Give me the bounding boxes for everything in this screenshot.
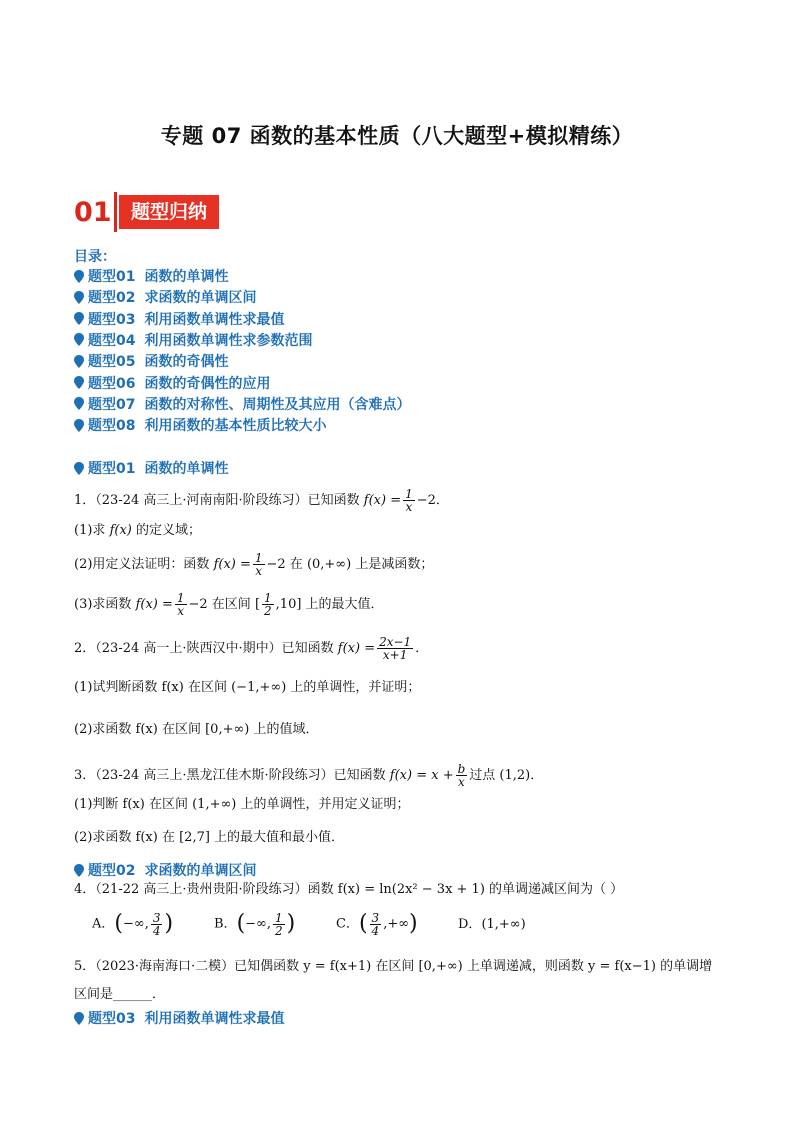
toc-item[interactable] [74, 373, 270, 393]
toc-heading: 目录： [74, 249, 116, 265]
q3-stem: 3．（23-24 高三上·黑龙江佳木斯·阶段练习）已知函数 f(x) = x + $\frac{b}{x}$ 过点 (1,2)． [74, 762, 544, 789]
toc-item[interactable] [74, 351, 228, 371]
toc-item-tag: 题型07 [88, 396, 136, 413]
section-label: 题型归纳 [119, 195, 219, 229]
option-c: C．( $\frac{3}{4}$ ,+∞) [336, 910, 418, 938]
toc-item[interactable] [74, 394, 410, 414]
toc-item-tag: 题型08 [88, 418, 136, 435]
heading-type01: 题型01 函数的单调性 [74, 458, 228, 478]
toc-item-tag: 题型05 [88, 354, 136, 371]
fraction: $\frac{1}{x}$ [405, 487, 413, 514]
toc-item[interactable] [74, 266, 228, 286]
toc-item-label: 函数的对称性、周期性及其应用（含难点） [144, 396, 411, 413]
q1-part1: (1)求 f(x) 的定义域； [74, 523, 201, 538]
section-badge [74, 192, 219, 232]
toc-item[interactable] [74, 287, 256, 307]
option-a: A．(−∞, $\frac{3}{4}$ ) [92, 910, 174, 938]
toc-item[interactable] [74, 309, 284, 329]
q2-stem: 2．（23-24 高一上·陕西汉中·期中）已知函数 f(x) = $\frac{2x-1}{x+1}$ ． [74, 635, 429, 662]
pin-icon [74, 462, 84, 475]
toc-item-label: 函数的奇偶性的应用 [144, 375, 271, 392]
toc-item[interactable] [74, 330, 312, 350]
q3-part2: (2)求函数 f(x) 在 [2,7] 上的最大值和最小值． [74, 830, 345, 845]
heading-type02: 题型02 求函数的单调区间 [74, 860, 256, 880]
pin-icon [74, 376, 84, 389]
pin-icon [74, 291, 84, 304]
toc-item-label: 函数的奇偶性 [144, 354, 229, 371]
toc-item-label: 利用函数单调性求最值 [144, 311, 285, 328]
pin-icon [74, 333, 84, 346]
pin-icon [74, 419, 84, 432]
toc-item-tag: 题型03 [88, 311, 136, 328]
option-b: B．(−∞, $\frac{1}{2}$ ) [214, 910, 296, 938]
toc-item[interactable] [74, 415, 326, 435]
heading-type03: 题型03 利用函数单调性求最值 [74, 1008, 284, 1028]
pin-icon [74, 270, 84, 283]
page-title: 专题 07 函数的基本性质（八大题型+模拟精练） [160, 124, 634, 148]
pin-icon [74, 312, 84, 325]
toc-item-label: 利用函数单调性求参数范围 [144, 332, 313, 349]
toc-item-label: 利用函数的基本性质比较大小 [144, 418, 327, 435]
pin-icon [74, 355, 84, 368]
q1-part2: (2)用定义法证明：函数 f(x) = $\frac{1}{x}$ −2 在 (0,+∞) 上是减函数； [74, 551, 434, 578]
toc-item-label: 函数的单调性 [144, 269, 229, 285]
q2-part2: (2)求函数 f(x) 在区间 [0,+∞) 上的值域． [74, 722, 319, 737]
pin-icon [74, 864, 84, 877]
pin-icon [74, 1012, 84, 1025]
q5-line1: 5．（2023·海南海口·二模）已知偶函数 y = f(x+1) 在区间 [0,+∞) 上单调递减，则函数 y = f(x−1) 的单调增 [74, 959, 713, 974]
q4-options [92, 910, 580, 939]
toc-item-tag: 题型02 [88, 290, 136, 307]
toc-item-tag: 题型04 [88, 332, 136, 349]
toc-item-tag: 题型01 [88, 269, 136, 285]
q5-line2: 区间是______． [74, 987, 166, 1002]
toc-item-label: 求函数的单调区间 [144, 290, 257, 307]
q2-part1: (1)试判断函数 f(x) 在区间 (−1,+∞) 上的单调性，并证明； [74, 680, 421, 695]
q3-part1: (1)判断 f(x) 在区间 (1,+∞) 上的单调性，并用定义证明； [74, 797, 410, 812]
option-d: D．(1,+∞) [458, 916, 526, 932]
q1-stem: 1．（23-24 高三上·河南南阳·阶段练习）已知函数 f(x) = $\frac{1}{x}$ −2． [74, 487, 449, 514]
section-number: 01 [74, 196, 112, 228]
q1-part3: (3)求函数 f(x) = $\frac{1}{x}$ −2 在区间 [ $\frac{1}{2}$ ,10] 上的最大值． [74, 591, 384, 618]
toc-item-tag: 题型06 [88, 375, 136, 392]
q4-stem: 4．（21-22 高三上·贵州贵阳·阶段练习）函数 f(x) = ln(2x² − 3x + 1) 的单调递减区间为（ ） [74, 882, 624, 897]
section-divider [114, 192, 117, 232]
pin-icon [74, 397, 84, 410]
